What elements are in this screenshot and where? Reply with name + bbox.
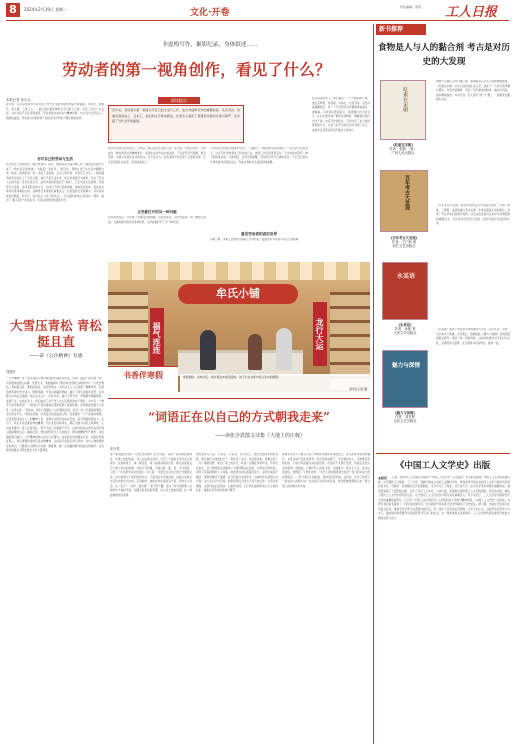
page-number-badge: 8 (6, 3, 20, 17)
book-1-author: 作者：张静 （著） (389, 147, 417, 152)
book-4-title: 《魅力与深情》 (393, 411, 417, 415)
feature-col-3: “劳动者写作最可贵的地方在于，它提供了一种来自内部的视角。”一位文学评论家表示，这些写作者熟悉自己所在的行业，熟悉工友们的喜怒哀乐，写出来的东西有一种天然的真实感。与此同时，也有学者提醒，劳动者写作不应被标签化，不应仅仅因为作者的身份而受到关注，作品本身的文学品质同样重要。 (210, 147, 308, 164)
book-cover-4 (382, 350, 428, 408)
section-title: 文化·开卷 (190, 8, 230, 18)
book-cover-3-title: 永某语 (396, 273, 415, 280)
book-3-title: 《永某语》 (396, 323, 414, 327)
feature-byline: 本报记者 张小兵 (6, 98, 31, 102)
story3-rule (108, 398, 370, 399)
book-cover-2 (380, 170, 428, 232)
sidebar-body-2: 《百年考古大发现》则以中国考古百年历程为线索，介绍了殷墟、三星堆、良渚等重大考古发现。作者以通俗生动的语言，讲述了考古学家们的艰辛探索，以及这些发现对认识中华文明起源的重要意义。考古是对历史的大发现，也是对我们自身的再认识。 (436, 204, 510, 225)
book-cover-1 (380, 80, 426, 140)
ceiling-lights (108, 262, 370, 280)
feature-kicker: 非虚构写作，掘影纪录，身体叙述…… (162, 42, 258, 48)
story3-col-2: 他在诗中写父亲、写母亲、写乡邻，也写自己。那些在田间劳作的身影，那些被汗水浸透的日子，都化作了诗行。读这部诗集，仿佛走进了一片广阔的田野，闻到了泥土的芬芳，听到了庄稼拔节的声音。有评论家指出，张少恩的散文诗继承了中国诗歌关注现实、关怀民生的传统，同时又有着鲜明的个人风格。他的语言质朴而富有张力，意象丰富而不晦涩，情感真挚而不滥情。在当代散文诗创作中，这样的作品显得尤为可贵。诗人在后记中写道，他希望用自己的文字为大地立传，为劳动者歌唱。这部诗集正是他这一心愿的实现。它让我们重新审视人与土地的关系，重新认识劳动的价值与尊严。 (196, 453, 278, 492)
review2-rule (376, 453, 510, 454)
subhead-3: 看见劳动者的真实世界 (241, 232, 277, 236)
story3-headline: “词语正在以自己的方式朝我走来” (148, 410, 330, 424)
lead-text: 近年来，劳动者以第一视角书写自己的生活与工作，成为非虚构写作的重要收获。从外卖员、快递员到家政工、叉车工，他们的文字真实鲜活，让更多人看见了普通劳动者的日常与尊严，也丰富了当代文学的面貌。 (112, 108, 240, 123)
newspaper-logo: 工人日报 (445, 5, 498, 20)
book-3-press: 人民文学出版社 (393, 331, 417, 336)
feature-col-4: 在劳动者的笔下，我们看到了一个个鲜活的个体，他们有梦想、有困惑、有挣扎，也有坚持。这些作品提醒我们，每一个平凡的劳动者都值得被看见、被尊重。写作者们普遍表示，希望通过自己的文字，让社会更多地了解劳动者群体，理解他们的付出与不易。也有写作者坦言，写作改变了自己看待世界的方式，让自己在平凡的生活中发现了意义。这或许正是劳动者写作最动人的地方。 (312, 97, 370, 132)
story3-col-3: 诗集中还有不少篇章写到了城市化进程中乡村的变迁。诗人既有对故乡的眷恋，也有对时代变化的思考。他写离乡的游子，写空巢的老人，写渐渐荒芜的田地，字里行间流露出淡淡的忧伤。但他并不沉溺于感伤，而是在变化中寻找希望。他相信，只要还有人热爱土地，庄稼就会一直生长下去。读完这部诗集，我想起了艾青的诗句：“为什么我的眼里常含泪水？因为我对这土地爱得深沉……”张少恩对土地的爱，同样深沉而炽热。这份爱，化作了他笔下一首首动人的散文诗，也必将打动更多的读者。愿词语继续朝他走来，愿大地上的庄稼永远丰收。 (282, 453, 370, 488)
sidebar-body-3: 《永某语》收录了作者近年来的随笔与书评，涉及文学、历史、艺术等多个领域，文字隽永，见解独到。《魅力与深情》是刘亮程的散文新作，延续了他一贯的风格，以质朴的语言书写乡村与自然，充满哲思与温情。这几部新书各具特色，值得一读。 (436, 328, 510, 345)
feature-col-3b: 另据了解，多地工会组织开展职工写作培训，鼓励更多劳动者书写自己的故事。 (210, 238, 301, 241)
subhead-1: 书写自己的劳动与生活 (37, 157, 73, 161)
book-4-author: 作者：刘亮程 (395, 415, 415, 420)
review2-body: 日前，由中国工人出版社出版的《中国工人文学史》正式面世。该书系统梳理了中国工人文学的发展历程，从早期的工人歌谣、工厂文学，到新中国成立后的工业题材创作，再到改革开放以来的打工文学与新时代的劳动者书写，勾勒出一条清晰的文学发展脉络。全书分为上下两卷，共百余万字，由多位学者历时数年编撰完成。编写组查阅了大量原始文献，走访了众多工人作家，力求全面、客观地呈现中国工人文学的面貌。该书的出版，填补了国内工人文学史研究的空白，对于推动工人文学创作与研究具有重要意义。有专家表示，工人文学是中国现当代文学的重要组成部分，它记录了中国工业化进程中工人阶级的奋斗历程与精神风貌。《中国工人文学史》的出版，为研究者和读者提供了一部系统的参考书，也为新时代劳动者文学创作提供了历史借鉴。据了解，出版社还将举办系列读书活动，邀请专家学者与读者面对面交流，进一步扩大该书的社会影响。与会专家认为，当前劳动者写作方兴未艾，越来越多的普通劳动者拿起笔书写自己的生活，这一现象值得关注和研究。工人文学的传统在新时代焕发出新的生机与活力。 (378, 476, 510, 520)
book-cover-1-title: 吃素在宋朝 (402, 87, 408, 112)
review2-headline: 《中国工人文学史》出版 (395, 461, 491, 471)
story2-subtitle: ——读《公仆精神》有感 (29, 354, 83, 359)
story2-headline: 大雪压青松 青松挺且直 (10, 318, 102, 349)
story3-col-1: 张少恩的散文诗集《大地上的庄稼》近日出版。这是一部深情回望故乡、礼赞土地的作品。诗人以庄稼为意象，写尽了大地的丰饶与农人的艰辛。在他的笔下，每一株麦苗、每一粒稻谷都有生命，都在诉说着关于土地与劳动的故事。诗集分为四辑，分别以春、夏、秋、冬为线索，记录了一年四季中乡村的变化。诗人说：“词语正在以自己的方式朝我走来。”这句话道出了他的创作状态：不是刻意去寻找词语，而是让词语从生活中自然生长出来。正因如此，他的诗句朴素而有力量，读来令人动容。在《麦子》一诗中，他写道：“麦子弯下腰，是为了向大地致敬。”这样的句子看似平常，却蕴含着深刻的哲理。诗人对土地的感情，是一种血脉相连的深情。 (110, 453, 192, 497)
story3-subtitle: ——读张少恩散文诗集《大地上的庄稼》 (214, 433, 305, 439)
bookstore-photo (108, 262, 370, 392)
book-2-author: 作者：王仁湘 著 (391, 240, 417, 245)
book-2-title: 《百年考古大发现》 (389, 236, 419, 240)
book-4-press: 百花文艺出版社 (393, 419, 417, 424)
reader-3 (276, 328, 292, 370)
lead-label: 阅读提示 (158, 97, 200, 104)
feature-col-1b: 在北京打工的胡安焉，做过快递员、保安、便利店店员等多种工作，他把这些经历写成了《我在北京送快递》，出版后广受好评。“我写作，是想让自己从生活中解脱出来。”他说。和胡安焉一样，家政工范雨素、叉车工陈年喜、外卖员王计兵……越来越多的劳动者走上了写作之路。他们不是专业作家，却以亲身经历为素材，写出了打动人心的作品。有评论者认为，这些作品的价值在于“真实”，它们来自生活现场，带着汗水与温度。劳动者的自我书写，让他们不再只是被观看、被讲述的对象，而是成为讲述自身故事的主体。这种转变本身就有重要意义。在传统的文学叙事中，劳动者常常是沉默的，而今天，他们发出了自己的声音。一些出版机构也注意到这一现象，推出了“素人写作”系列丛书，为劳动者的创作提供平台。 (6, 163, 104, 202)
book-cover-3 (382, 262, 428, 320)
reader-2 (248, 334, 262, 370)
book-1-caption (376, 143, 430, 156)
banner-left: 福气连连 (150, 308, 164, 368)
header-rule (6, 20, 509, 21)
story2-body: 《公仆精神》是一部以真实人物为原型的长篇纪实作品，讲述了基层干部扎根一线、为民服务的感人故事。读罢全书，我的脑海中不断浮现出陈毅元帅的诗句：“大雪压青松，青松挺且直。要知松高洁，待到雪化时。”书中的主人公正如那一棵棵青松，在艰苦的环境中坚守初心，默默奉献。作者以细腻的笔触，描写了他们在脱贫攻坚、乡村振兴中的点点滴滴。他们走村入户，访贫问苦；他们不辞辛劳，带领群众修路架桥、发展产业。在他们身上，我们看到了共产党人为人民服务的赤子情怀。书中有一个细节令我印象深刻：一位驻村干部在暴雨夜里挨家挨户排查险情，浑身湿透却顾不上休息。村民们说：“有他在，我们心里踏实。”这朴素的话语，是对一名公仆最高的褒奖。全书语言平实，却饱含深情。作者没有刻意拔高人物，而是通过一个个具体的事例，让读者感受到主人公的精神力量。这种写法使作品真实可信，具有很强的感染力。在当下，我们尤其需要这样的精神。无论身处何种岗位，都应当像书中的人物那样，心中装着群众，肩上扛着责任，把平凡的工作做得不平凡。这或许就是这部作品带给我们最重要的启示。掩卷沉思，青松的形象久久不能散去。愿这种精神代代相传，永远激励我们前行。公仆精神的核心是为人民服务，这是我们党的根本宗旨。在新时代新征程上，我们更要传承和弘扬这种精神，以实际行动践行初心使命。书中人物的事迹告诉我们，只要真心为群众办实事、解难事，就一定能赢得群众的信任和拥护。这也是党的事业不断发展壮大的力量源泉。 (6, 377, 104, 452)
book-4-caption (376, 411, 434, 424)
sidebar-body-1: 食物不仅满足人的口腹之欲，更承载着人与人之间的情感联结。《吃素在宋朝》从宋人的饮食生活入手，讲述了一个时代的风雅与烟火。作者引经据典，考证了宋代素食的种类、做法与风俗，读来趣味盎然。书中写到，宋人讲究“清”与“雅”，一道素菜也要做出诗意。 (436, 80, 510, 101)
section-tag: 新书推荐 (376, 24, 426, 35)
book-1-title: 《吃素在宋朝》 (391, 143, 415, 147)
book-2-caption (376, 236, 432, 249)
feature-col-2b: 对劳动者而言，写作是一条通往自我的路。对读者而言，这些作品是一扇了解他人的窗。当越来越多的劳动者拿起笔，文学就被打开了另一种可能。 (108, 216, 206, 224)
subhead-2: 文学被打开的另一种可能 (137, 210, 177, 214)
banner-right: 龙行大运 (313, 302, 327, 366)
sidebar-divider (373, 24, 374, 744)
feature-col-1: 近年来，以劳动者身份书写自身工作与生活的非虚构作品不断涌现，外卖员、快递员、育儿嫂、工地工人……他们用朴素真挚的文字记录下日常，引发了社会广泛关注。这些作品不仅让读者看见了劳动者的生存状态与精神世界，也为当代文学注入了新鲜的血液。劳动者为何拿起笔？他们的写作带来了哪些新的东西？ (6, 103, 104, 120)
photo-credit: 新华社记者 摄 (349, 387, 367, 391)
review2-lead: 本报讯 (378, 476, 388, 480)
photo-caption-box (180, 374, 370, 392)
book-3-caption (376, 323, 434, 336)
book-1-press: 广西人民出版社 (391, 151, 415, 156)
feature-headline: 劳动者的第一视角创作，看见了什么？ (62, 61, 331, 79)
reader-1 (200, 330, 216, 370)
story2-byline: 刘建民 (6, 370, 16, 374)
feature-col-2: 很多劳动者写作者表示，写作给了他们面对生活的力量。在日复一日的劳作中，写作成为一种自我表达和精神寄托。读者在这些作品中看到的，不仅是辛劳与困顿，更有坚韧、乐观与对美好生活的向往。有专家认为，劳动者的写作拓展了文学的边界，让文学回到生活本身，回到具体的人。 (108, 147, 206, 164)
book-cover-4-title: 魅力与深情 (392, 363, 420, 369)
photo-caption: 寒假期间，各地书店、图书馆迎来阅读高峰，孩子们在书香中度过充实的假期。 (183, 375, 281, 379)
book-3-author: 作者：孙郁 著 (394, 327, 416, 332)
shop-sign: 牟氏小铺 (178, 284, 298, 304)
photo-feature-title: 书香伴寒假 (123, 371, 163, 380)
lead-box (108, 105, 244, 143)
review1-headline: 食物是人与人的黏合剂 考古是对历史的大发现 (378, 43, 510, 67)
story3-byline: 张少恩 (110, 447, 120, 451)
book-cover-2-title: 百年考古大发现 (404, 175, 410, 210)
book-2-press: 浙江文艺出版社 (392, 244, 416, 249)
issue-date: 2024年2月19日 星期一 (24, 7, 68, 12)
editor-credit: 责任编辑：郑毅 (400, 5, 422, 9)
